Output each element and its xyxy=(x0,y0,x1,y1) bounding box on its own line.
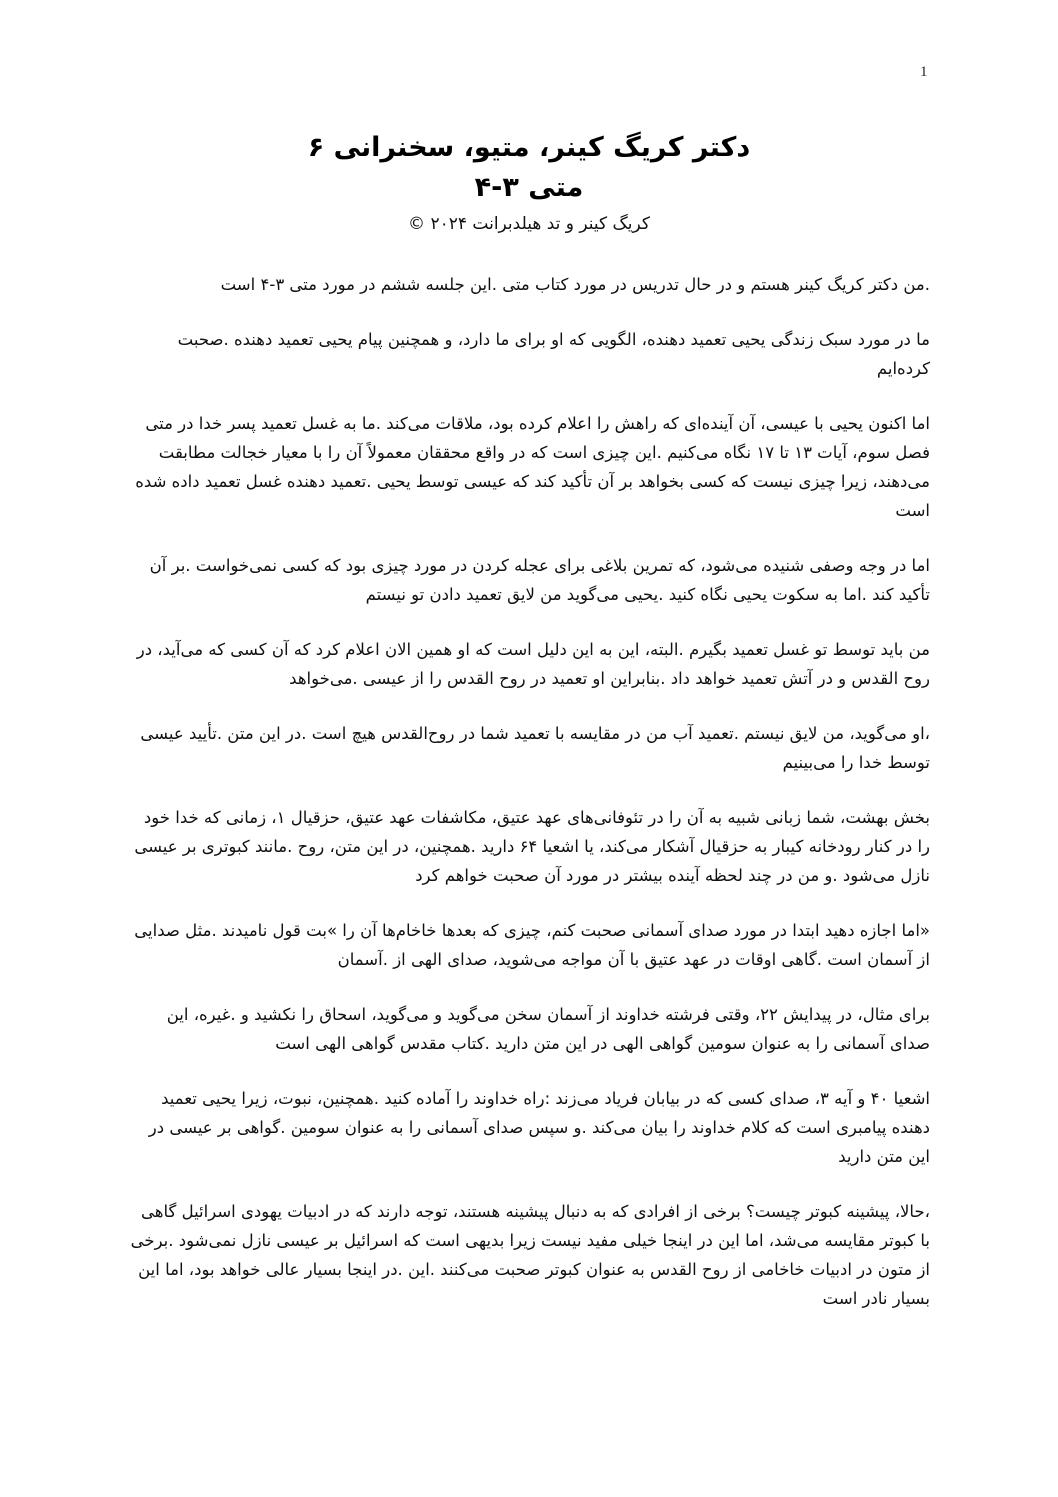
document-body xyxy=(128,270,930,1339)
paragraph: «اما اجازه دهید ابتدا در مورد صدای آسمانی صحبت کنم، چیزی که بعدها خاخام‌ها آن را »بت قول نامیدند .مثل صدایی از آسمان است .گاهی اوقات در عهد عتیق با آن مواجه می‌شوید، صدای الهی از .آسمان xyxy=(134,921,930,969)
paragraph: .من دکتر کریگ کینر هستم و در حال تدریس در مورد کتاب متی .این جلسه ششم در مورد متی ۳-۴ است xyxy=(220,275,930,294)
paragraph: اشعیا ۴۰ و آیه ۳، صدای کسی که در بیابان فریاد می‌زند :راه خداوند را آماده کنید .همچنین، نبوت، زیرا یحیی تعمید دهنده پیامبری است که کلام خداوند را بیان می‌کند .و سپس صدای آسمانی را به عنوان سومین .گواهی بر عیسی در این متن دارید xyxy=(148,1089,930,1166)
page-title: دکتر کریگ کینر، متیو، سخنرانی ۶ xyxy=(307,132,751,163)
paragraph: ،او می‌گوید، من لایق نیستم .تعمید آب من در مقایسه با تعمید شما در روح‌القدس هیچ است .در این متن .تأیید عیسی توسط خدا را می‌بینیم xyxy=(140,724,930,772)
paragraph: ما در مورد سبک زندگی یحیی تعمید دهنده، الگویی که او برای ما دارد، و همچنین پیام یحیی تعمید دهنده .صحبت کرده‌ایم xyxy=(177,330,930,378)
paragraph: بخش بهشت، شما زبانی شبیه به آن را در تئوفانی‌های عهد عتیق، مکاشفات عهد عتیق، حزقیال ۱، زمانی که خدا خود را در کنار رودخانه کیبار به حزقیال آشکار می‌کند، یا اشعیا ۶۴ دارید .همچنین، در این متن، روح .مانند کبوتری بر عیسی نازل می‌شود .و من در چند لحظه آینده بیشتر در مورد آن صحبت خواهم کرد xyxy=(134,808,930,885)
paragraph: برای مثال، در پیدایش ۲۲، وقتی فرشته خداوند از آسمان سخن می‌گوید و می‌گوید، اسحاق را نکشید و .غیره، این صدای آسمانی را به عنوان سومین گواهی الهی در این متن دارید .کتاب مقدس گواهی الهی است xyxy=(166,1005,930,1053)
copyright-line: کریگ کینر و تد هیلدبرانت ۲۰۲۴ © xyxy=(408,214,650,234)
paragraph: اما اکنون یحیی با عیسی، آن آینده‌ای که راهش را اعلام کرده بود، ملاقات می‌کند .ما به غسل تعمید پسر خدا در متی فصل سوم، آیات ۱۳ تا ۱۷ نگاه می‌کنیم .این چیزی است که در واقع محققان معمولاً آن را با معیار خجالت مطابقت می‌دهند، زیرا چیزی نیست که کسی بخواهد بر آن تأکید کند که عیسی توسط یحیی .تعمید دهنده غسل تعمید داده شده است xyxy=(135,414,930,520)
page-number: 1 xyxy=(920,64,928,80)
page-subtitle: متی ۳-۴ xyxy=(474,172,584,203)
paragraph: من باید توسط تو غسل تعمید بگیرم .البته، این به این دلیل است که او همین الان اعلام کرد که آن کسی که می‌آید، در روح القدس و در آتش تعمید خواهد داد .بنابراین او تعمید در روح القدس را از عیسی .می‌خواهد xyxy=(136,640,930,688)
paragraph: ،حالا، پیشینه کبوتر چیست؟ برخی از افرادی که به دنبال پیشینه هستند، توجه دارند که در ادبیات یهودی اسرائیل گاهی با کبوتر مقایسه می‌شد، اما این در اینجا خیلی مفید نیست زیرا بدیهی است که اسرائیل بر عیسی نازل نمی‌شود .برخی از متون در ادبیات خاخامی از روح القدس به عنوان کبوتر صحبت می‌کنند .این .در اینجا بسیار عالی خواهد بود، اما این بسیار نادر است xyxy=(130,1202,930,1308)
paragraph: اما در وجه وصفی شنیده می‌شود، که تمرین بلاغی برای عجله کردن در مورد چیزی بود که کسی نمی‌خواست .بر آن تأکید کند .اما به سکوت یحیی نگاه کنید .یحیی می‌گوید من لایق تعمید دادن تو نیستم xyxy=(149,556,930,604)
title-block xyxy=(128,128,930,238)
